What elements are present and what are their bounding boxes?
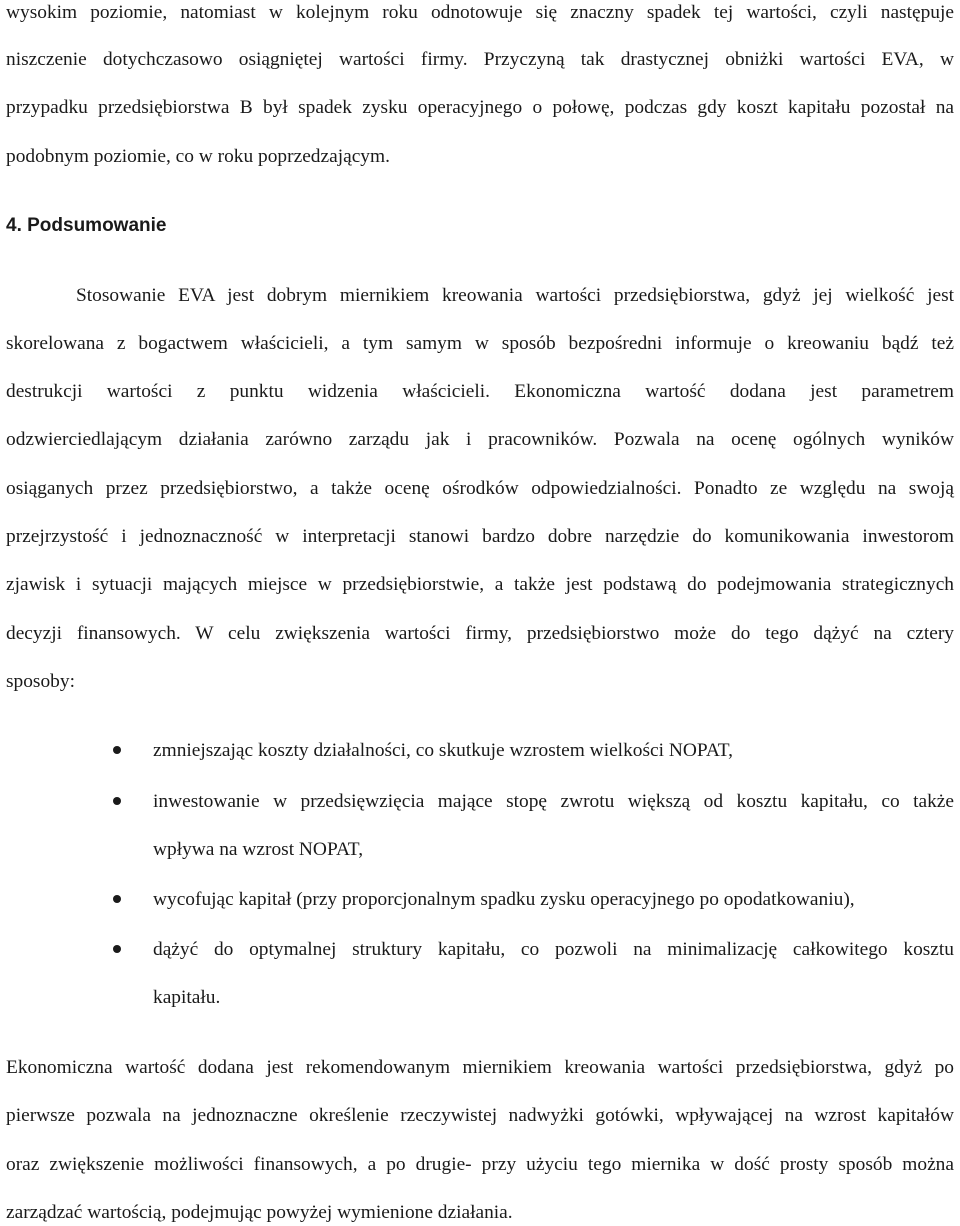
list-item-text: wycofując kapitał (przy proporcjonalnym spadku zysku operacyjnego po opodatkowaniu), <box>153 889 855 910</box>
bullet-icon <box>113 797 121 805</box>
text-line: sposoby: <box>6 671 75 692</box>
text-line: niszczenie dotychczasowo osiągniętej wartości firmy. Przyczyną tak drastycznej obniżki wartości EVA, w <box>6 49 954 70</box>
text-line: pierwsze pozwala na jednoznaczne określenie rzeczywistej nadwyżki gotówki, wpływającej na wzrost kapitałów <box>6 1105 954 1126</box>
section-heading: 4. Podsumowanie <box>6 215 167 236</box>
text-line: decyzji finansowych. W celu zwiększenia wartości firmy, przedsiębiorstwo może do tego dążyć na cztery <box>6 623 954 644</box>
list-item-text: dążyć do optymalnej struktury kapitału, co pozwoli na minimalizację całkowitego kosztu <box>153 939 954 960</box>
text-line: wysokim poziomie, natomiast w kolejnym roku odnotowuje się znaczny spadek tej wartości, czyli następuje <box>6 2 954 23</box>
text-line: przejrzystość i jednoznaczność w interpretacji stanowi bardzo dobre narzędzie do komunikowania inwestorom <box>6 526 954 547</box>
text-line: oraz zwiększenie możliwości finansowych, a po drugie- przy użyciu tego miernika w dość prosty sposób można <box>6 1154 954 1175</box>
list-item-text: inwestowanie w przedsięwzięcia mające stopę zwrotu większą od kosztu kapitału, co także <box>153 791 954 812</box>
text-line: skorelowana z bogactwem właścicieli, a tym samym w sposób bezpośredni informuje o kreowaniu bądź też <box>6 333 954 354</box>
text-line: odzwierciedlającym działania zarówno zarządu jak i pracowników. Pozwala na ocenę ogólnych wyników <box>6 429 954 450</box>
text-line: destrukcji wartości z punktu widzenia właścicieli. Ekonomiczna wartość dodana jest parametrem <box>6 381 954 402</box>
text-line: zjawisk i sytuacji mających miejsce w przedsiębiorstwie, a także jest podstawą do podejmowania strategicznych <box>6 574 954 595</box>
list-item-text: zmniejszając koszty działalności, co skutkuje wzrostem wielkości NOPAT, <box>153 740 733 761</box>
text-line: przypadku przedsiębiorstwa B był spadek zysku operacyjnego o połowę, podczas gdy koszt kapitału pozostał na <box>6 97 954 118</box>
bullet-icon <box>113 746 121 754</box>
text-line: Ekonomiczna wartość dodana jest rekomendowanym miernikiem kreowania wartości przedsiębiorstwa, gdyż po <box>6 1057 954 1078</box>
text-line: osiąganych przez przedsiębiorstwo, a także ocenę ośrodków odpowiedzialności. Ponadto ze względu na swoją <box>6 478 954 499</box>
text-line: zarządzać wartością, podejmując powyżej wymienione działania. <box>6 1202 513 1223</box>
bullet-icon <box>113 895 121 903</box>
list-item-text: kapitału. <box>153 987 221 1008</box>
text-line: podobnym poziomie, co w roku poprzedzającym. <box>6 146 390 167</box>
list-item-text: wpływa na wzrost NOPAT, <box>153 839 364 860</box>
text-line: Stosowanie EVA jest dobrym miernikiem kreowania wartości przedsiębiorstwa, gdyż jej wielkość jest <box>76 285 954 306</box>
bullet-icon <box>113 945 121 953</box>
